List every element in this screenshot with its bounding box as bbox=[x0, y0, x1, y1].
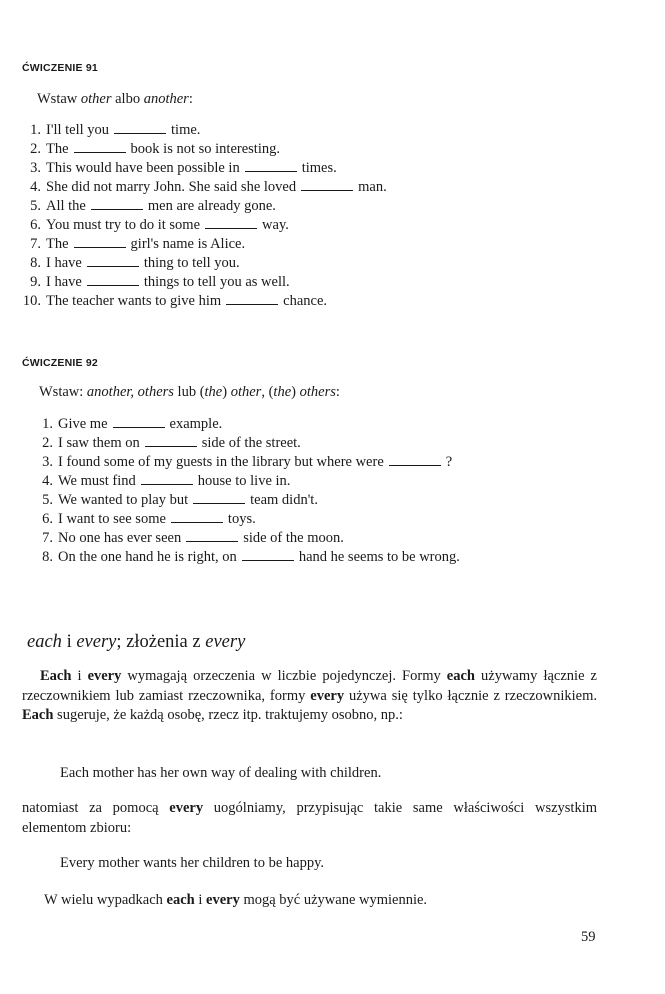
bold-term: every bbox=[310, 687, 345, 704]
fill-in-blank[interactable] bbox=[242, 548, 294, 561]
item-text-before: I have bbox=[46, 274, 82, 290]
instruction-text: ) bbox=[291, 384, 300, 400]
item-number: 8. bbox=[30, 255, 41, 271]
fill-in-blank[interactable] bbox=[141, 472, 193, 485]
exercise-item bbox=[42, 491, 460, 510]
exercise-item bbox=[42, 415, 460, 434]
title-term: every bbox=[76, 632, 117, 652]
instruction-text: lub ( bbox=[173, 384, 205, 400]
item-text-after: times. bbox=[301, 160, 337, 176]
title-term: each bbox=[27, 632, 62, 652]
item-number: 2. bbox=[42, 435, 53, 451]
exercise-item bbox=[22, 292, 387, 311]
instruction-term: another bbox=[143, 91, 189, 107]
instruction-text: , ( bbox=[261, 384, 274, 400]
explanation-paragraph-2 bbox=[22, 799, 597, 838]
bold-term: every bbox=[87, 668, 122, 684]
instruction-text: Wstaw bbox=[37, 91, 81, 107]
bold-term: each bbox=[166, 892, 195, 908]
bold-term: Each bbox=[40, 668, 72, 684]
paragraph-text: mogą być używane wymiennie. bbox=[239, 892, 428, 908]
exercise-item bbox=[30, 235, 387, 254]
title-text: ; złożenia z bbox=[116, 632, 206, 652]
item-text-before: The bbox=[46, 236, 69, 252]
fill-in-blank[interactable] bbox=[389, 453, 441, 466]
item-number: 5. bbox=[30, 198, 41, 214]
instruction-term: the bbox=[273, 384, 292, 400]
title-text: i bbox=[61, 632, 77, 652]
bold-term: Each bbox=[22, 707, 54, 723]
item-text-before: The teacher wants to give him bbox=[46, 293, 222, 309]
fill-in-blank[interactable] bbox=[301, 178, 353, 191]
item-text-after: toys. bbox=[227, 511, 256, 527]
item-number: 4. bbox=[30, 179, 41, 195]
fill-in-blank[interactable] bbox=[74, 235, 126, 248]
item-number: 7. bbox=[30, 236, 41, 252]
item-number: 6. bbox=[30, 217, 41, 233]
instruction-text: albo bbox=[111, 91, 144, 107]
item-text-after: example. bbox=[169, 416, 223, 432]
item-text-after: thing to tell you. bbox=[143, 255, 240, 271]
exercise-item bbox=[42, 434, 460, 453]
paragraph-text: natomiast za pomocą bbox=[22, 800, 170, 816]
exercise-item bbox=[42, 548, 460, 567]
exercise-item bbox=[30, 140, 387, 159]
item-text-after: chance. bbox=[283, 293, 328, 309]
paragraph-text: używa się tylko łącznie z rzeczownikiem. bbox=[344, 687, 597, 704]
item-text-after: book is not so interesting. bbox=[130, 141, 280, 157]
instruction-text: : bbox=[188, 91, 193, 107]
exercise-91-list bbox=[22, 121, 387, 311]
item-number: 1. bbox=[42, 416, 53, 432]
item-text-after: ? bbox=[445, 454, 453, 470]
fill-in-blank[interactable] bbox=[114, 121, 166, 134]
item-number: 6. bbox=[42, 511, 53, 527]
exercise-item bbox=[42, 472, 460, 491]
fill-in-blank[interactable] bbox=[205, 216, 257, 229]
item-number: 7. bbox=[42, 530, 53, 546]
item-text-before: I want to see some bbox=[58, 511, 166, 527]
section-title bbox=[27, 632, 245, 653]
item-number: 10. bbox=[22, 293, 41, 309]
example-sentence-2: Every mother wants her children to be happy. bbox=[60, 855, 325, 871]
paragraph-text: i bbox=[71, 668, 88, 684]
title-term: every bbox=[205, 632, 246, 652]
fill-in-blank[interactable] bbox=[113, 415, 165, 428]
item-number: 1. bbox=[30, 122, 41, 138]
instruction-text: : bbox=[335, 384, 340, 400]
paragraph-text: używamy łącznie z rzeczownikiem lub zamiast rzeczownika, formy bbox=[22, 668, 597, 704]
instruction-term: the bbox=[204, 384, 223, 400]
item-number: 5. bbox=[42, 492, 53, 508]
item-text-before: I saw them on bbox=[58, 435, 140, 451]
item-text-after: hand he seems to be wrong. bbox=[298, 549, 460, 565]
fill-in-blank[interactable] bbox=[245, 159, 297, 172]
exercise-item bbox=[30, 178, 387, 197]
item-text-after: time. bbox=[171, 122, 201, 138]
fill-in-blank[interactable] bbox=[74, 140, 126, 153]
item-text-before: We must find bbox=[58, 473, 136, 489]
item-text-before: On the one hand he is right, on bbox=[58, 549, 237, 565]
paragraph-text: W wielu wypadkach bbox=[44, 892, 167, 908]
item-text-after: man. bbox=[358, 179, 387, 195]
exercise-item bbox=[42, 453, 460, 472]
fill-in-blank[interactable] bbox=[91, 197, 143, 210]
item-text-after: side of the moon. bbox=[243, 530, 344, 546]
instruction-term: other bbox=[230, 384, 262, 400]
item-number: 9. bbox=[30, 274, 41, 290]
exercise-item bbox=[30, 197, 387, 216]
paragraph-text: sugeruje, że każdą osobę, rzecz itp. traktujemy osobno, np.: bbox=[53, 707, 403, 723]
fill-in-blank[interactable] bbox=[186, 529, 238, 542]
item-text-after: side of the street. bbox=[201, 435, 301, 451]
item-text-after: girl's name is Alice. bbox=[130, 236, 246, 252]
instruction-text: ) bbox=[222, 384, 231, 400]
exercise-92-heading: ĆWICZENIE 92 bbox=[22, 357, 98, 369]
item-text-after: men are already gone. bbox=[147, 198, 276, 214]
item-text-before: You must try to do it some bbox=[46, 217, 201, 233]
fill-in-blank[interactable] bbox=[193, 491, 245, 504]
bold-term: every bbox=[206, 892, 240, 908]
exercise-91-instruction bbox=[37, 91, 193, 108]
exercise-item bbox=[30, 159, 387, 178]
item-number: 8. bbox=[42, 549, 53, 565]
exercise-92-list bbox=[42, 415, 460, 567]
item-text-after: team didn't. bbox=[250, 492, 318, 508]
fill-in-blank[interactable] bbox=[226, 292, 278, 305]
example-sentence-1: Each mother has her own way of dealing with children. bbox=[60, 765, 382, 781]
item-text-before: I found some of my guests in the library but where were bbox=[58, 454, 384, 470]
fill-in-blank[interactable] bbox=[171, 510, 223, 523]
instruction-text: Wstaw: bbox=[39, 384, 87, 400]
instruction-term: other bbox=[80, 91, 112, 107]
exercise-item bbox=[30, 273, 387, 292]
exercise-92-instruction bbox=[39, 384, 340, 401]
fill-in-blank[interactable] bbox=[87, 273, 139, 286]
exercise-item bbox=[30, 216, 387, 235]
item-text-after: house to live in. bbox=[197, 473, 291, 489]
item-text-before: All the bbox=[46, 198, 86, 214]
item-number: 4. bbox=[42, 473, 53, 489]
bold-term: each bbox=[446, 668, 475, 684]
item-number: 2. bbox=[30, 141, 41, 157]
item-text-after: way. bbox=[262, 217, 289, 233]
paragraph-text: wymagają orzeczenia w liczbie pojedynczej. Formy bbox=[121, 668, 447, 684]
item-number: 3. bbox=[42, 454, 53, 470]
exercise-item bbox=[42, 510, 460, 529]
fill-in-blank[interactable] bbox=[87, 254, 139, 267]
paragraph-text: i bbox=[194, 892, 207, 908]
exercise-item bbox=[30, 254, 387, 273]
item-number: 3. bbox=[30, 160, 41, 176]
item-text-before: This would have been possible in bbox=[46, 160, 240, 176]
exercise-item bbox=[30, 121, 387, 140]
exercise-91-heading: ĆWICZENIE 91 bbox=[22, 62, 98, 74]
explanation-paragraph-1 bbox=[22, 667, 597, 726]
item-text-before: No one has ever seen bbox=[58, 530, 182, 546]
bold-term: every bbox=[169, 800, 204, 816]
fill-in-blank[interactable] bbox=[145, 434, 197, 447]
item-text-before: The bbox=[46, 141, 69, 157]
explanation-paragraph-3 bbox=[44, 891, 599, 911]
item-text-before: Give me bbox=[58, 416, 108, 432]
item-text-before: I have bbox=[46, 255, 82, 271]
exercise-item bbox=[42, 529, 460, 548]
instruction-term: another, others bbox=[86, 384, 174, 400]
item-text-before: She did not marry John. She said she loved bbox=[46, 179, 297, 195]
item-text-before: I'll tell you bbox=[46, 122, 110, 138]
page-number: 59 bbox=[581, 929, 596, 945]
item-text-after: things to tell you as well. bbox=[143, 274, 290, 290]
paragraph-text: uogólniamy, przypisując takie same właściwości wszystkim elementom zbioru: bbox=[22, 800, 597, 836]
instruction-term: others bbox=[299, 384, 336, 400]
item-text-before: We wanted to play but bbox=[58, 492, 189, 508]
